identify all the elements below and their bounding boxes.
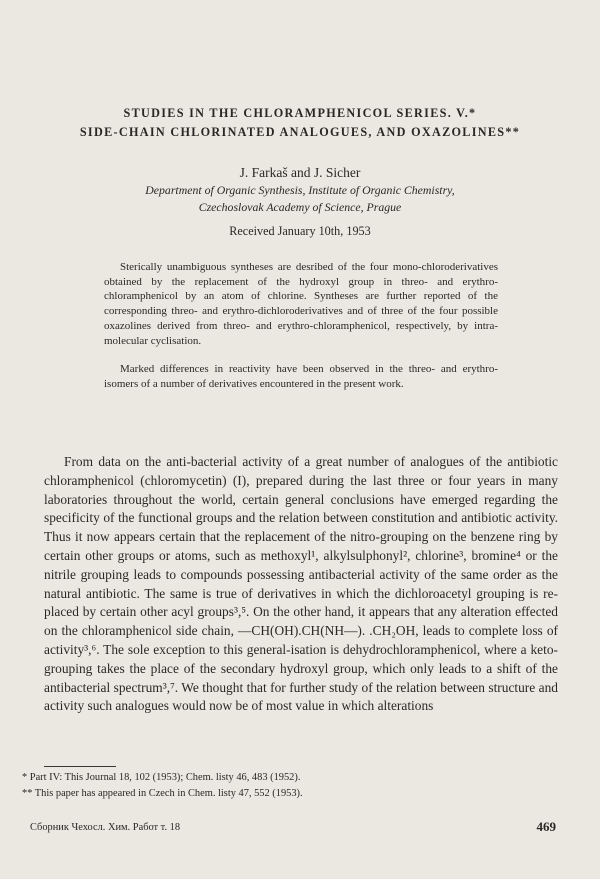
affiliation-line-2: Czechoslovak Academy of Science, Prague (198, 200, 402, 214)
body-paragraph (44, 453, 558, 716)
abstract-paragraph-2 (104, 362, 498, 391)
journal-footer: Сборник Чехосл. Хим. Работ т. 18 (30, 822, 181, 833)
footnote-1: * Part IV: This Journal 18, 102 (1953); Chem. listy 46, 483 (1952). (22, 772, 301, 783)
authors: J. Farkaš and J. Sicher (239, 165, 361, 180)
affiliation-line-1: Department of Organic Synthesis, Institute of Organic Chemistry, (145, 183, 455, 197)
abstract-text-2: Marked differences in reactivity have been observed in the threo- and erythro-isomers of a number of derivatives encountered in the present work. (104, 363, 498, 390)
body-text: From data on the anti-bacterial activity of a great number of analogues of the antibiotic chloramphenicol (chloromycetin) (I), prepared during the last three or four years in many laboratories throughout the world, certain general conclusions have emerged regarding the specificity of the functional groups and the relation between constitution and antibiotic activity. Thus it now appears certain that the replacement of the nitro-grouping on the benzene ring by certain other groups or atoms, such as methoxyl¹, alkylsulphonyl², chlorine³, bromine⁴ or the nitrile grouping leads to compounds possessing antibacterial activity of the same order as the natural antibiotic. The same is true of derivatives in which the dichloroacetyl grouping is re-placed by certain other acyl groups³,⁵. On the other hand, it appears that any alteration effected on the chloramphenicol side chain, —CH(OH).CH(NH—). .CH₂OH, leads to complete loss of activity³,⁶. The sole exception to this general-isation is dehydrochloramphenicol, where a keto-grouping takes the place of the secondary hydroxyl group, which only leads to a shift of the antibacterial spectrum³,⁷. We thought that for further study of the relation between structure and activity such analogues would now be of most value in which alterations (44, 454, 558, 714)
page-number: 469 (536, 819, 556, 834)
footnote-2: ** This paper has appeared in Czech in Chem. listy 47, 552 (1953). (22, 788, 303, 799)
title-line-1: STUDIES IN THE CHLORAMPHENICOL SERIES. V.* (123, 106, 477, 120)
abstract-paragraph-1 (104, 260, 498, 348)
abstract-text-1: Sterically unambiguous syntheses are desribed of the four mono-chloroderivatives obtained by the replacement of the hydroxyl group in threo- and erythro-chloramphenicol by an atom of chlorine. Syntheses are further reported of the corresponding threo- and erythro-dichloroderivatives and of three of the four possible oxazolines derived from threo- and erythro-chloramphenicol, respectively, by intra-molecular cyclisation. (104, 261, 498, 347)
title-line-2: SIDE-CHAIN CHLORINATED ANALOGUES, AND OXAZOLINES** (79, 125, 521, 139)
footnote-rule (44, 766, 116, 767)
received-date: Received January 10th, 1953 (229, 224, 371, 238)
